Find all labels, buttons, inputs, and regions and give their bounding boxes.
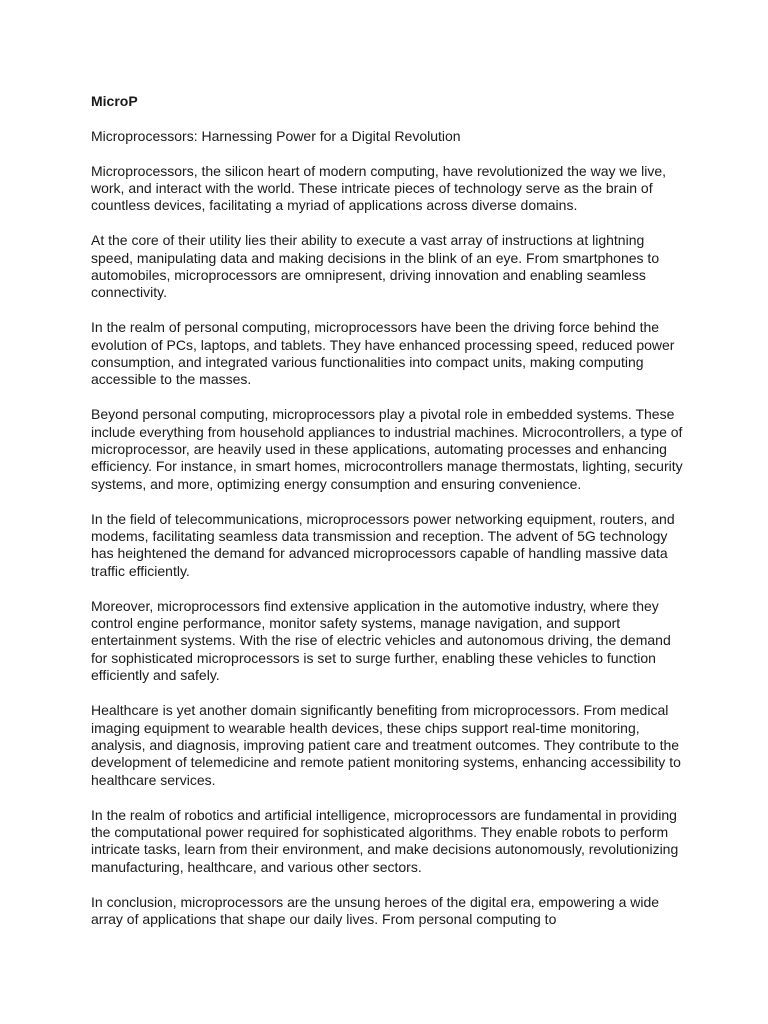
paragraph-personal-computing: In the realm of personal computing, microprocessors have been the driving force behind the evolution of PCs, laptops, and tablets. They have enhanced processing speed, reduced power consumption, and integrated various functionalities into compact units, making computing accessible to the masses. — [91, 319, 675, 388]
document-subtitle: Microprocessors: Harnessing Power for a Digital Revolution — [91, 127, 461, 144]
document-title: MicroP — [91, 93, 138, 109]
paragraph-automotive: Moreover, microprocessors find extensive application in the automotive industry, where they control engine performance, monitor safety systems, manage navigation, and support entertainment systems. With the rise of electric vehicles and autonomous driving, the demand for sophisticated microprocessors is set to surge further, enabling these vehicles to function efficiently and safely. — [91, 597, 671, 684]
document-page — [91, 93, 683, 946]
paragraph-robotics-ai: In the realm of robotics and artificial intelligence, microprocessors are fundamental in providing the computational power required for sophisticated algorithms. They enable robots to perform intricate tasks, learn from their environment, and make decisions autonomously, revolutionizing manufacturing, healthcare, and various other sectors. — [91, 806, 679, 875]
paragraph-healthcare: Healthcare is yet another domain significantly benefiting from microprocessors. From medical imaging equipment to wearable health devices, these chips support real-time monitoring, analysis, and diagnosis, improving patient care and treatment outcomes. They contribute to the development of telemedicine and remote patient monitoring systems, enhancing accessibility to healthcare services. — [91, 702, 681, 788]
paragraph-conclusion: In conclusion, microprocessors are the unsung heroes of the digital era, empowering a wide array of applications that shape our daily lives. From personal computing to — [91, 893, 660, 927]
paragraph-telecommunications: In the field of telecommunications, microprocessors power networking equipment, routers, and modems, facilitating seamless data transmission and reception. The advent of 5G technology has heightened the demand for advanced microprocessors capable of handling massive data traffic efficiently. — [91, 510, 675, 579]
paragraph-core-utility: At the core of their utility lies their ability to execute a vast array of instructions at lightning speed, manipulating data and making decisions in the blink of an eye. From smartphones to automobiles, microprocessors are omnipresent, driving innovation and enabling seamless connectivity. — [91, 232, 660, 301]
paragraph-intro: Microprocessors, the silicon heart of modern computing, have revolutionized the way we live, work, and interact with the world. These intricate pieces of technology serve as the brain of countless devices, facilitating a myriad of applications across diverse domains. — [91, 162, 667, 214]
paragraph-embedded-systems: Beyond personal computing, microprocessors play a pivotal role in embedded systems. These include everything from household appliances to industrial machines. Microcontrollers, a type of microprocessor, are heavily used in these applications, automating processes and enhancing efficiency. For instance, in smart homes, microcontrollers manage thermostats, lighting, security systems, and more, optimizing energy consumption and ensuring convenience. — [91, 406, 683, 492]
